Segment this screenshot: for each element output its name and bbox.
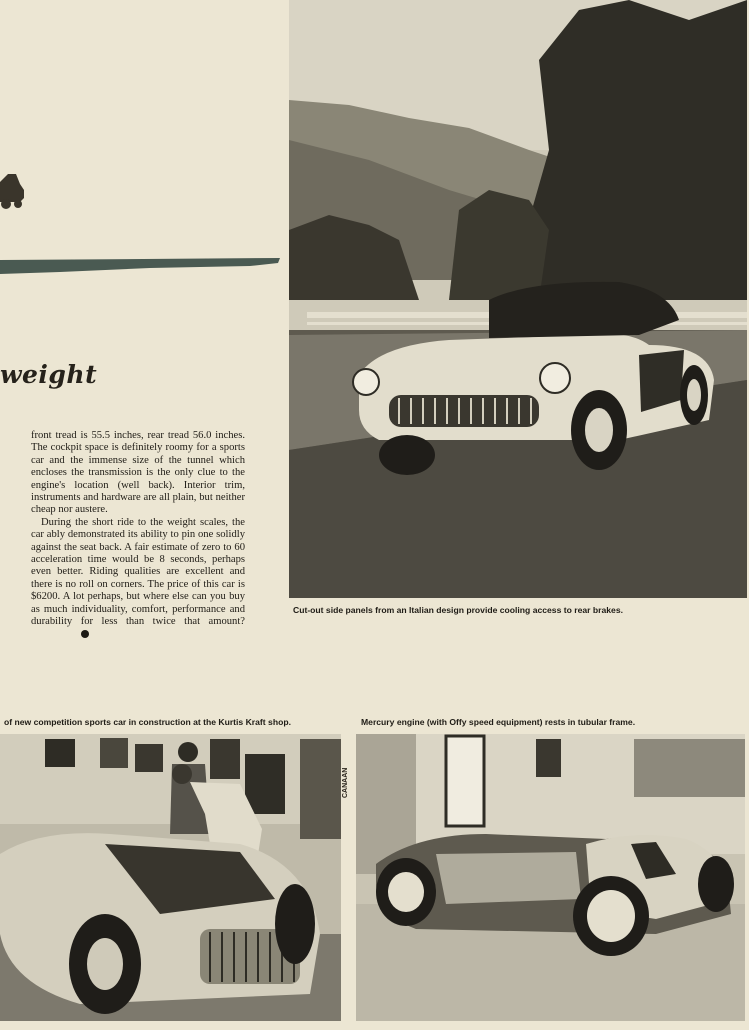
article-body [31,430,245,641]
caption-bottom-left: of new competition sports car in construction at the Kurtis Kraft shop. [4,717,291,727]
body-paragraph-2 [31,517,245,641]
body-paragraph-2-text: During the short ride to the weight scales, the car ably demonstrated its ability to pin one solidly against the seat back. A fair estimate of zero to 60 acceleration time would be 8 seconds, perhaps even better. Riding qualities are excellent and there is no roll on corners. The price of this car is $6200. A lot perhaps, but where else can you buy as much individuality, comfort, performance and durability for less than twice that amount? [31,516,245,628]
caption-top-photo: Cut-out side panels from an Italian design provide cooling access to rear brakes. [293,605,623,615]
photo-sports-car-road [289,0,747,598]
decorative-stripe [0,257,280,275]
photo-kurtis-kraft-shop [0,734,341,1021]
photo-tubular-frame [356,734,745,1021]
end-of-article-mark [81,630,89,638]
caption-bottom-right: Mercury engine (with Offy speed equipment) rests in tubular frame. [361,717,636,727]
car-silhouette-icon [0,168,26,216]
article-heading: weight [0,360,98,389]
body-paragraph-1: front tread is 55.5 inches, rear tread 56.0 inches. The cockpit space is definitely roomy for a sports car and the immense size of the tunnel which encloses the transmission is the only clue to the engine's location (well back). Interior trim, instruments and hardware are all plain, but neither cheap nor austere. [31,430,245,516]
photo-credit: CANAAN [342,767,349,798]
